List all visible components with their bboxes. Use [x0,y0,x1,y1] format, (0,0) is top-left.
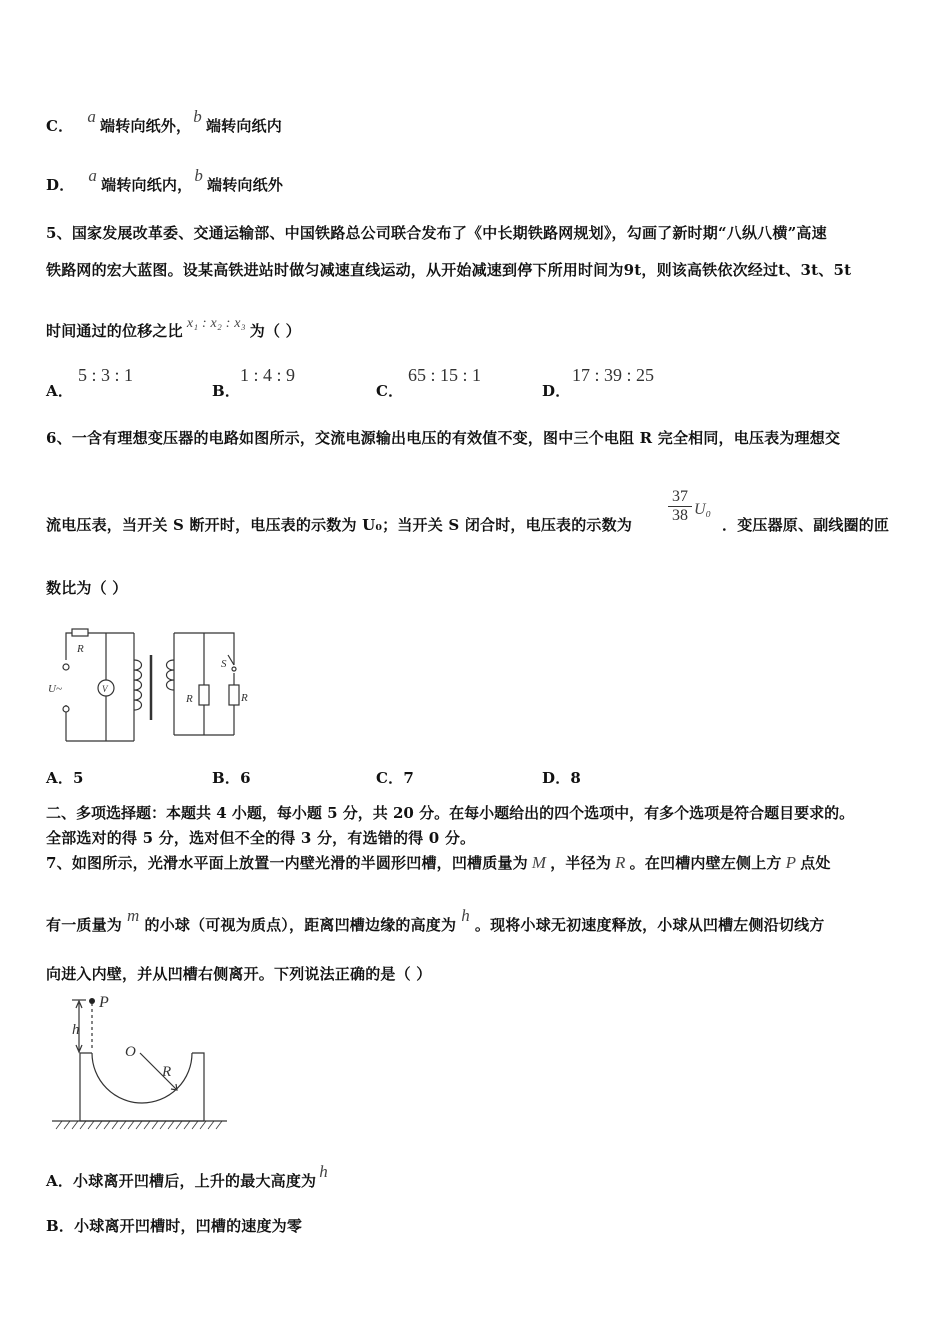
q6-fraction-var: U₀ [694,501,712,518]
q5-option-c[interactable]: C． [376,382,404,400]
q5-option-a[interactable]: A． [46,382,74,400]
groove-figure [52,995,232,1133]
q6-line3: 数比为（ ） [46,579,128,597]
q4-option-d[interactable]: D． a 端转向纸内， b 端转向纸外 [46,166,284,194]
q5-line1: 5、国家发展改革委、交通运输部、中国铁路总公司联合发布了《中长期铁路网规划》，勾画了新时期“八纵八横”高速 [46,224,827,242]
q5-option-d-value: 17 : 39 : 25 [572,365,655,385]
resistor-r-top [72,629,88,636]
p-label: P [99,995,109,1011]
r-right-label: R [241,692,248,704]
q5-line3: 时间通过的位移之比 x₁ : x₂ : x₃ 为（ ） [46,316,301,340]
q6-option-a[interactable]: A．5 [46,769,84,787]
v-label: V [102,684,108,694]
r-label: R [162,1064,172,1080]
q6-fraction: $\frac{37}{38}$ [668,488,692,525]
r-mid-label: R [186,693,193,705]
q7-line3: 向进入内壁，并从凹槽右侧离开。下列说法正确的是（ ） [46,965,432,983]
q6-option-d[interactable]: D．8 [542,769,582,787]
q5-option-d[interactable]: D． [542,382,571,400]
q5-option-b[interactable]: B． [212,382,241,400]
q6-option-c[interactable]: C．7 [376,769,414,787]
q7-option-a[interactable]: A．小球离开凹槽后，上升的最大高度为 h [46,1162,328,1190]
q6-option-b[interactable]: B．6 [212,769,251,787]
u-label: U~ [48,683,62,695]
q5-line2: 铁路网的宏大蓝图。设某高铁进站时做匀减速直线运动，从开始减速到停下所用时间为9t，则该高铁依次经过t、3t、5t [46,261,852,279]
section2-line1: 二、多项选择题：本题共 4 小题，每小题 5 分，共 20 分。在每小题给出的四个选项中，有多个选项是符合题目要求的。 [46,804,855,822]
q6-line2: 流电压表，当开关 S 断开时，电压表的示数为 U₀；当开关 S 闭合时，电压表的示数为 [46,516,633,534]
q7-line2: 有一质量为 m 的小球（可视为质点），距离凹槽边缘的高度为 h 。现将小球无初速度释放，小球从凹槽左侧沿切线方 [46,906,825,934]
o-label: O [125,1044,136,1060]
q5-option-c-value: 65 : 15 : 1 [408,365,482,385]
section2-line2: 全部选对的得 5 分，选对但不全的得 3 分，有选错的得 0 分。 [46,829,476,847]
ratio-expression: x₁ : x₂ : x₃ [186,316,246,331]
ball-p [89,998,95,1004]
q4-option-c[interactable]: C． a 端转向纸外， b 端转向纸内 [46,107,282,135]
r-top-label: R [77,643,84,655]
transformer-circuit-figure [46,625,266,750]
q7-line1: 7、如图所示，光滑水平面上放置一内壁光滑的半圆形凹槽，凹槽质量为 M ，半径为 R 。在凹槽内壁左侧上方 P 点处 [46,853,831,872]
q5-option-b-value: 1 : 4 : 9 [240,365,296,385]
h-label: h [72,1022,80,1038]
q5-option-a-value: 5 : 3 : 1 [78,365,134,385]
q6-line2-post: ．变压器原、副线圈的匝 [722,516,890,534]
q7-option-b[interactable]: B．小球离开凹槽时，凹槽的速度为零 [46,1217,303,1235]
q6-line1: 6、一含有理想变压器的电路如图所示，交流电源输出电压的有效值不变，图中三个电阻 R 完全相同，电压表为理想交 [46,429,841,447]
s-label: S [221,658,227,670]
